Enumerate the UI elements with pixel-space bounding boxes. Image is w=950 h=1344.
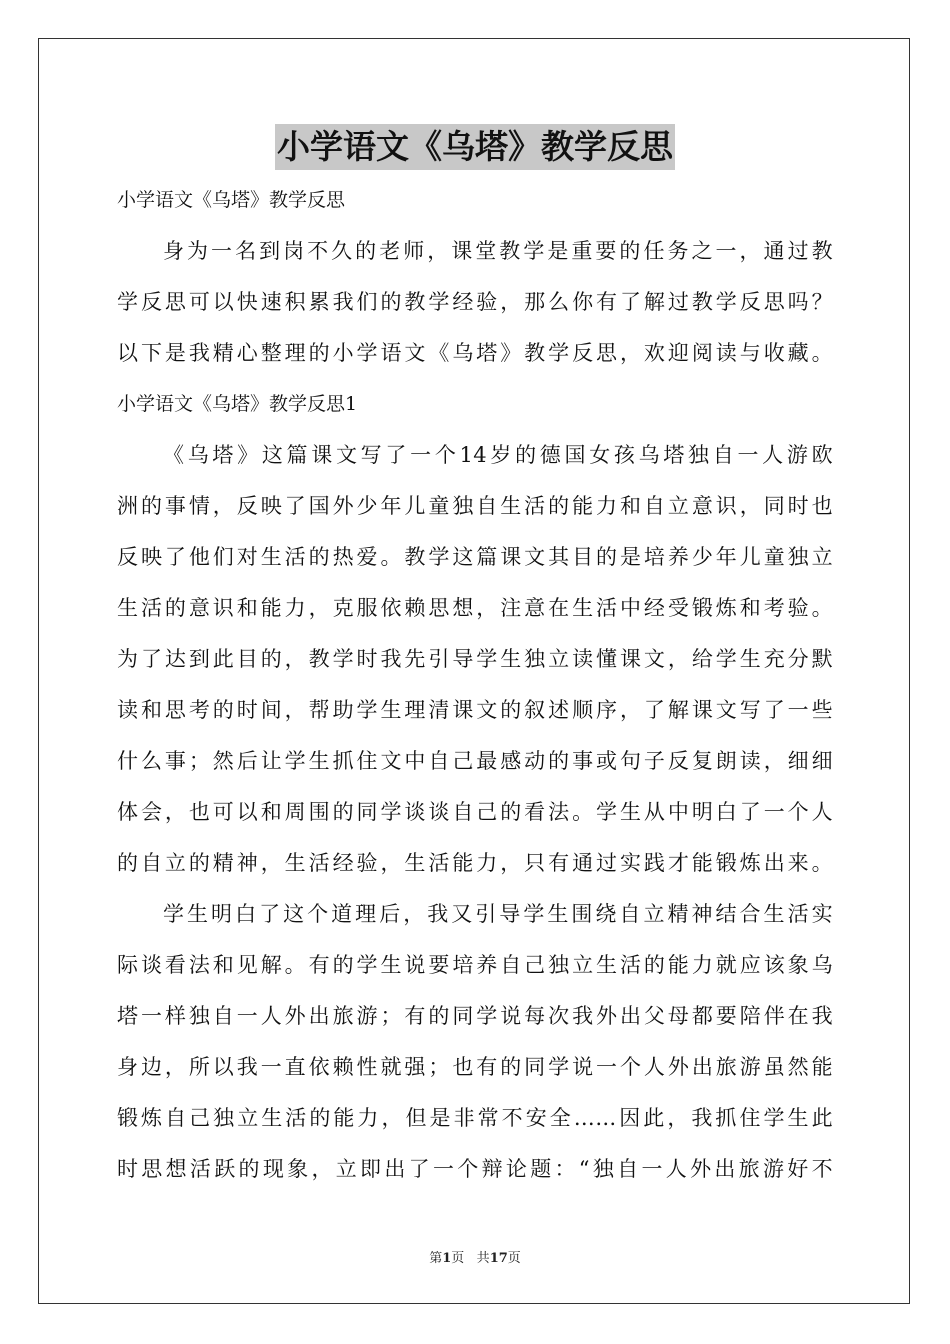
paragraph1-line: 什么事；然后让学生抓住文中自己最感动的事或句子反复朗读，细细 bbox=[117, 749, 833, 773]
page-footer bbox=[0, 1247, 950, 1266]
intro-line: 学反思可以快速积累我们的教学经验，那么你有了解过教学反思吗？ bbox=[117, 290, 833, 314]
footer-page-suffix: 页 bbox=[451, 1251, 465, 1266]
paragraph1-line: 的自立的精神，生活经验，生活能力，只有通过实践才能锻炼出来。 bbox=[117, 851, 833, 875]
page-title: 小学语文《乌塔》教学反思 bbox=[275, 124, 675, 170]
intro-line: 以下是我精心整理的小学语文《乌塔》教学反思，欢迎阅读与收藏。 bbox=[117, 341, 833, 365]
paragraph2-line: 锻炼自己独立生活的能力，但是非常不安全……因此，我抓住学生此 bbox=[117, 1106, 833, 1130]
footer-page-number: 1 bbox=[442, 1251, 452, 1266]
section-heading: 小学语文《乌塔》教学反思1 bbox=[117, 393, 358, 415]
footer-total-pages: 17 bbox=[489, 1251, 508, 1266]
subtitle: 小学语文《乌塔》教学反思 bbox=[117, 189, 346, 211]
paragraph2-line: 时思想活跃的现象，立即出了一个辩论题：“独自一人外出旅游好不 bbox=[117, 1157, 833, 1181]
paragraph1-line: 读和思考的时间，帮助学生理清课文的叙述顺序，了解课文写了一些 bbox=[117, 698, 833, 722]
paragraph1-line: 《乌塔》这篇课文写了一个14岁的德国女孩乌塔独自一人游欧 bbox=[163, 443, 833, 467]
paragraph2-line: 塔一样独自一人外出旅游；有的同学说每次我外出父母都要陪伴在我 bbox=[117, 1004, 833, 1028]
footer-total-suffix: 页 bbox=[507, 1251, 521, 1266]
paragraph2-line: 身边，所以我一直依赖性就强；也有的同学说一个人外出旅游虽然能 bbox=[117, 1055, 833, 1079]
footer-prefix: 第 bbox=[429, 1251, 443, 1266]
paragraph1-line: 反映了他们对生活的热爱。教学这篇课文其目的是培养少年儿童独立 bbox=[117, 545, 833, 569]
paragraph2-line: 学生明白了这个道理后，我又引导学生围绕自立精神结合生活实 bbox=[163, 902, 833, 926]
paragraph1-line: 体会，也可以和周围的同学谈谈自己的看法。学生从中明白了一个人 bbox=[117, 800, 833, 824]
footer-total-prefix: 共 bbox=[476, 1251, 490, 1266]
paragraph1-line: 洲的事情，反映了国外少年儿童独自生活的能力和自立意识，同时也 bbox=[117, 494, 833, 518]
paragraph1-line: 生活的意识和能力，克服依赖思想，注意在生活中经受锻炼和考验。 bbox=[117, 596, 833, 620]
paragraph2-line: 际谈看法和见解。有的学生说要培养自己独立生活的能力就应该象乌 bbox=[117, 953, 833, 977]
document-body bbox=[117, 178, 833, 1198]
intro-line: 身为一名到岗不久的老师，课堂教学是重要的任务之一，通过教 bbox=[163, 239, 833, 263]
paragraph1-line: 为了达到此目的，教学时我先引导学生独立读懂课文，给学生充分默 bbox=[117, 647, 833, 671]
title-container bbox=[0, 124, 950, 170]
